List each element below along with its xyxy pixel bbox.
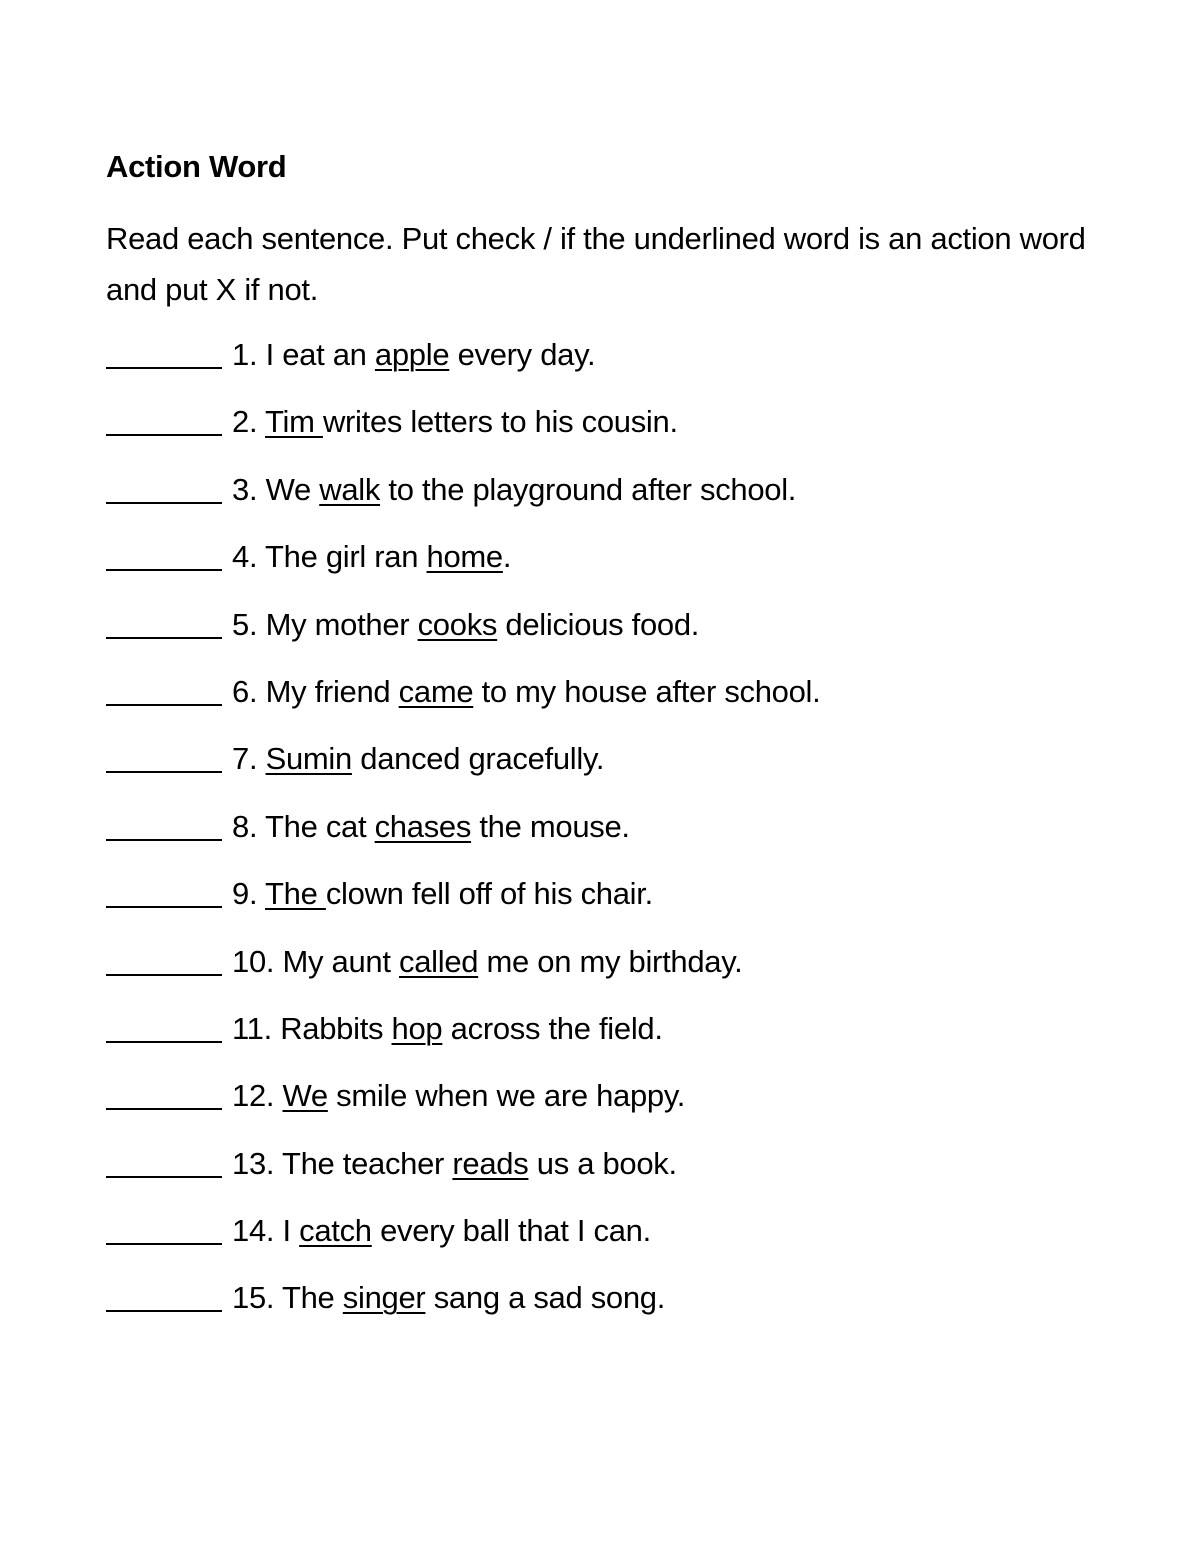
sentence-start: 12.: [232, 1078, 283, 1114]
sentence-start: 8. The cat: [232, 808, 375, 844]
sentence-start: 15. The: [232, 1280, 343, 1316]
question-item: [106, 600, 820, 667]
sentence-start: 14. I: [232, 1213, 300, 1249]
sentence-start: 7.: [232, 741, 266, 777]
answer-blank[interactable]: [106, 941, 222, 976]
question-item: [106, 465, 820, 532]
underlined-word: We: [282, 1078, 328, 1114]
sentence-end: to my house after school.: [473, 673, 821, 709]
sentence-start: 6. My friend: [232, 673, 399, 709]
answer-blank[interactable]: [106, 738, 222, 773]
sentence-end: the mouse.: [471, 808, 630, 844]
answer-blank[interactable]: [106, 334, 222, 369]
answer-blank[interactable]: [106, 604, 222, 639]
sentence-start: 4. The girl ran: [232, 539, 427, 575]
answer-blank[interactable]: [106, 1075, 222, 1110]
sentence-end: clown fell off of his chair.: [325, 876, 653, 912]
answer-blank[interactable]: [106, 1143, 222, 1178]
question-item: [106, 532, 820, 599]
answer-blank[interactable]: [106, 671, 222, 706]
answer-blank[interactable]: [106, 806, 222, 841]
instructions: Read each sentence. Put check / if the underlined word is an action word and put X if not.: [106, 221, 1086, 307]
underlined-word: came: [398, 673, 474, 709]
sentence-end: smile when we are happy.: [327, 1078, 686, 1114]
sentence-start: 13. The teacher: [232, 1145, 453, 1181]
sentence-end: writes letters to his cousin.: [322, 404, 678, 440]
underlined-word: hop: [391, 1010, 443, 1046]
answer-blank[interactable]: [106, 469, 222, 504]
sentence-start: 1. I eat an: [232, 337, 375, 372]
underlined-word: catch: [299, 1213, 372, 1249]
sentence-end: danced gracefully.: [351, 741, 605, 777]
question-item: [106, 734, 820, 801]
underlined-word: home: [426, 539, 503, 575]
underlined-word: reads: [452, 1145, 529, 1181]
answer-blank[interactable]: [106, 1008, 222, 1043]
sentence-end: across the field.: [442, 1010, 663, 1046]
question-item: [106, 1273, 820, 1340]
sentence-start: 11. Rabbits: [232, 1010, 392, 1046]
question-item: [106, 1004, 820, 1071]
underlined-word: Sumin: [265, 741, 352, 777]
sentence-end: .: [502, 539, 512, 575]
sentence-end: delicious food.: [497, 606, 700, 642]
answer-blank[interactable]: [106, 1210, 222, 1245]
underlined-word: called: [399, 943, 479, 979]
question-item: [106, 937, 820, 1004]
sentence-end: me on my birthday.: [478, 943, 743, 979]
sentence-start: 2.: [232, 404, 266, 440]
answer-blank[interactable]: [106, 401, 222, 436]
sentence-end: us a book.: [528, 1145, 677, 1181]
question-item: [106, 1206, 820, 1273]
underlined-word: chases: [374, 808, 472, 844]
question-item: [106, 397, 820, 464]
sentence-start: 5. My mother: [232, 606, 418, 642]
worksheet-title: Action Word: [106, 149, 287, 184]
question-item: [106, 869, 820, 936]
sentence-start: 10. My aunt: [232, 943, 399, 979]
question-list: [106, 330, 820, 1341]
sentence-end: sang a sad song.: [425, 1280, 666, 1316]
question-item: [106, 667, 820, 734]
underlined-word: apple: [374, 337, 450, 372]
underlined-word: singer: [342, 1280, 426, 1316]
question-item: [106, 330, 820, 397]
question-item: [106, 1139, 820, 1206]
answer-blank[interactable]: [106, 536, 222, 571]
underlined-word: walk: [319, 471, 381, 507]
sentence-end: every ball that I can.: [371, 1213, 651, 1249]
question-item: [106, 1071, 820, 1138]
underlined-word: cooks: [417, 606, 498, 642]
sentence-start: 9.: [232, 876, 266, 912]
underlined-word: The: [265, 876, 326, 912]
answer-blank[interactable]: [106, 873, 222, 908]
answer-blank[interactable]: [106, 1277, 222, 1312]
sentence-end: to the playground after school.: [380, 471, 797, 507]
question-item: [106, 802, 820, 869]
sentence-start: 3. We: [232, 471, 320, 507]
underlined-word: Tim: [265, 404, 323, 440]
sentence-end: every day.: [449, 337, 596, 372]
